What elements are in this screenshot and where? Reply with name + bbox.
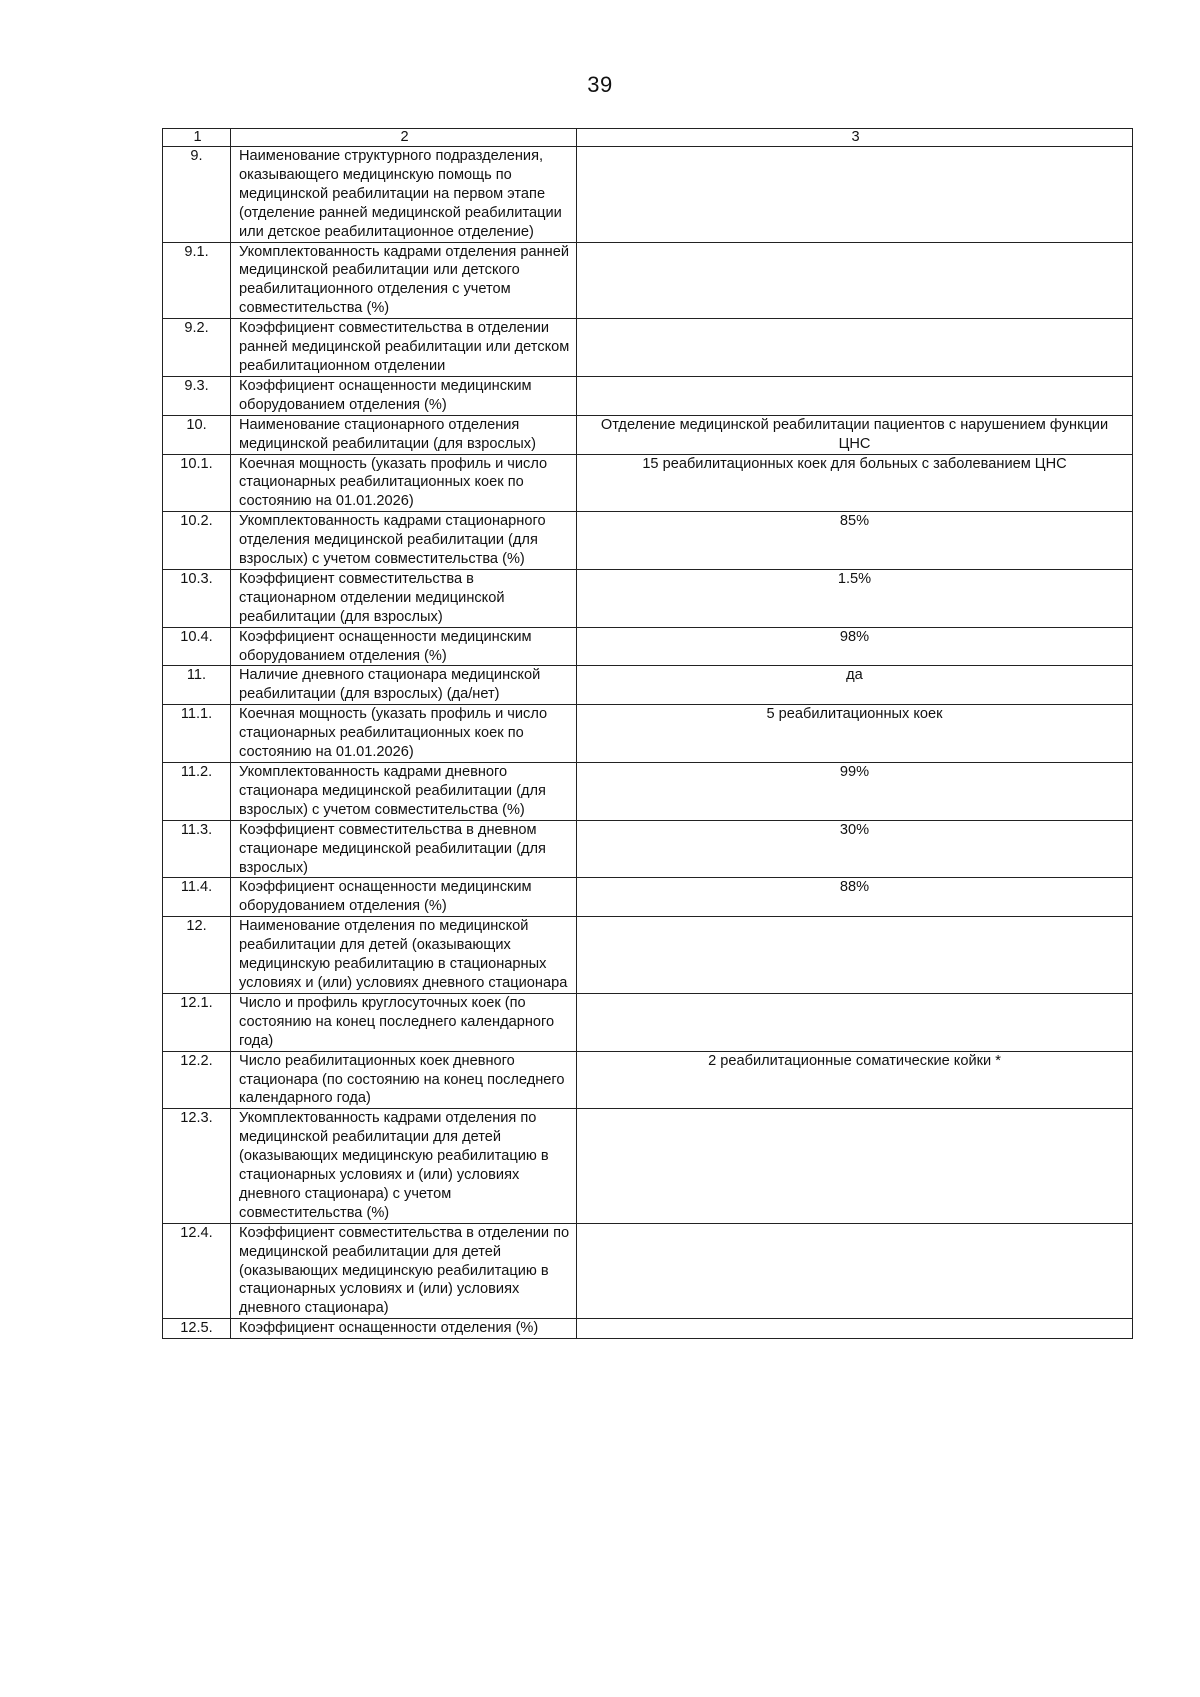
table-row: [163, 666, 1133, 705]
table-row: [163, 454, 1133, 512]
row-label-cell: Коэффициент совместительства в стационарном отделении медицинской реабилитации (для взрослых): [231, 569, 577, 627]
row-label-cell: Коэффициент оснащенности медицинским оборудованием отделения (%): [231, 376, 577, 415]
row-number-cell: 11.3.: [163, 820, 231, 878]
row-label-cell: Коэффициент оснащенности медицинским оборудованием отделения (%): [231, 627, 577, 666]
row-value-cell: [577, 917, 1133, 994]
column-header-3: 3: [577, 129, 1133, 147]
row-number-cell: 11.4.: [163, 878, 231, 917]
rehabilitation-table: [162, 128, 1133, 1339]
table-row: [163, 1051, 1133, 1109]
row-value-cell: [577, 1223, 1133, 1319]
table-row: [163, 1223, 1133, 1319]
row-number-cell: 10.1.: [163, 454, 231, 512]
row-value-cell: [577, 1319, 1133, 1339]
row-label-cell: Укомплектованность кадрами дневного стационара медицинской реабилитации (для взрослых) с учетом совместительства (%): [231, 763, 577, 821]
table-row: [163, 763, 1133, 821]
row-label-cell: Коечная мощность (указать профиль и число стационарных реабилитационных коек по состоянию на 01.01.2026): [231, 454, 577, 512]
row-label-cell: Коэффициент совместительства в отделении ранней медицинской реабилитации или детском реабилитационном отделении: [231, 319, 577, 377]
table-row: [163, 147, 1133, 243]
table-row: [163, 569, 1133, 627]
row-label-cell: Число реабилитационных коек дневного стационара (по состоянию на конец последнего календарного года): [231, 1051, 577, 1109]
row-label-cell: Число и профиль круглосуточных коек (по состоянию на конец последнего календарного года): [231, 993, 577, 1051]
table-row: [163, 415, 1133, 454]
page-number: 39: [587, 72, 613, 97]
row-label-cell: Наименование структурного подразделения, оказывающего медицинскую помощь по медицинской реабилитации на первом этапе (отделение ранней медицинской реабилитации или детское реабилитационное отделение): [231, 147, 577, 243]
row-number-cell: 12.: [163, 917, 231, 994]
column-header-2: 2: [231, 129, 577, 147]
row-number-cell: 10.2.: [163, 512, 231, 570]
table-row: [163, 993, 1133, 1051]
row-label-cell: Наименование стационарного отделения медицинской реабилитации (для взрослых): [231, 415, 577, 454]
row-number-cell: 12.4.: [163, 1223, 231, 1319]
row-number-cell: 10.: [163, 415, 231, 454]
row-number-cell: 10.4.: [163, 627, 231, 666]
row-label-cell: Коэффициент совместительства в дневном стационаре медицинской реабилитации (для взрослых): [231, 820, 577, 878]
row-value-cell: 85%: [577, 512, 1133, 570]
row-value-cell: Отделение медицинской реабилитации пациентов с нарушением функции ЦНС: [577, 415, 1133, 454]
row-label-cell: Укомплектованность кадрами отделения по медицинской реабилитации для детей (оказывающих медицинскую реабилитацию в стационарных условиях и (или) условиях дневного стационара) с учетом совместительства (%): [231, 1109, 577, 1223]
row-value-cell: [577, 319, 1133, 377]
row-value-cell: 2 реабилитационные соматические койки *: [577, 1051, 1133, 1109]
table-row: [163, 319, 1133, 377]
row-value-cell: 30%: [577, 820, 1133, 878]
row-value-cell: 5 реабилитационных коек: [577, 705, 1133, 763]
row-label-cell: Коечная мощность (указать профиль и число стационарных реабилитационных коек по состоянию на 01.01.2026): [231, 705, 577, 763]
row-value-cell: 88%: [577, 878, 1133, 917]
row-value-cell: [577, 993, 1133, 1051]
row-label-cell: Укомплектованность кадрами стационарного отделения медицинской реабилитации (для взрослых) с учетом совместительства (%): [231, 512, 577, 570]
table-row: [163, 917, 1133, 994]
row-value-cell: [577, 242, 1133, 319]
row-number-cell: 11.: [163, 666, 231, 705]
row-value-cell: [577, 376, 1133, 415]
table-row: [163, 242, 1133, 319]
row-number-cell: 12.5.: [163, 1319, 231, 1339]
row-value-cell: 99%: [577, 763, 1133, 821]
row-number-cell: 10.3.: [163, 569, 231, 627]
row-value-cell: да: [577, 666, 1133, 705]
row-number-cell: 9.1.: [163, 242, 231, 319]
row-label-cell: Коэффициент оснащенности медицинским оборудованием отделения (%): [231, 878, 577, 917]
row-number-cell: 9.: [163, 147, 231, 243]
table-row: [163, 627, 1133, 666]
table-row: [163, 878, 1133, 917]
table-header-row: [163, 129, 1133, 147]
row-label-cell: Наименование отделения по медицинской реабилитации для детей (оказывающих медицинскую реабилитацию в стационарных условиях и (или) условиях дневного стационара: [231, 917, 577, 994]
table-body: [163, 129, 1133, 1339]
row-number-cell: 9.2.: [163, 319, 231, 377]
row-value-cell: 1.5%: [577, 569, 1133, 627]
row-number-cell: 11.1.: [163, 705, 231, 763]
row-label-cell: Укомплектованность кадрами отделения ранней медицинской реабилитации или детского реабилитационного отделения с учетом совместительства (%): [231, 242, 577, 319]
row-label-cell: Коэффициент совместительства в отделении по медицинской реабилитации для детей (оказывающих медицинскую реабилитацию в стационарных условиях и (или) условиях дневного стационара): [231, 1223, 577, 1319]
row-number-cell: 12.3.: [163, 1109, 231, 1223]
row-value-cell: 98%: [577, 627, 1133, 666]
row-number-cell: 9.3.: [163, 376, 231, 415]
row-value-cell: [577, 1109, 1133, 1223]
table-row: [163, 376, 1133, 415]
row-value-cell: [577, 147, 1133, 243]
row-label-cell: Наличие дневного стационара медицинской реабилитации (для взрослых) (да/нет): [231, 666, 577, 705]
table-row: [163, 820, 1133, 878]
row-number-cell: 12.1.: [163, 993, 231, 1051]
row-label-cell: Коэффициент оснащенности отделения (%): [231, 1319, 577, 1339]
row-value-cell: 15 реабилитационных коек для больных с заболеванием ЦНС: [577, 454, 1133, 512]
table-row: [163, 705, 1133, 763]
row-number-cell: 11.2.: [163, 763, 231, 821]
table-row: [163, 1319, 1133, 1339]
table-row: [163, 1109, 1133, 1223]
row-number-cell: 12.2.: [163, 1051, 231, 1109]
column-header-1: 1: [163, 129, 231, 147]
table-row: [163, 512, 1133, 570]
